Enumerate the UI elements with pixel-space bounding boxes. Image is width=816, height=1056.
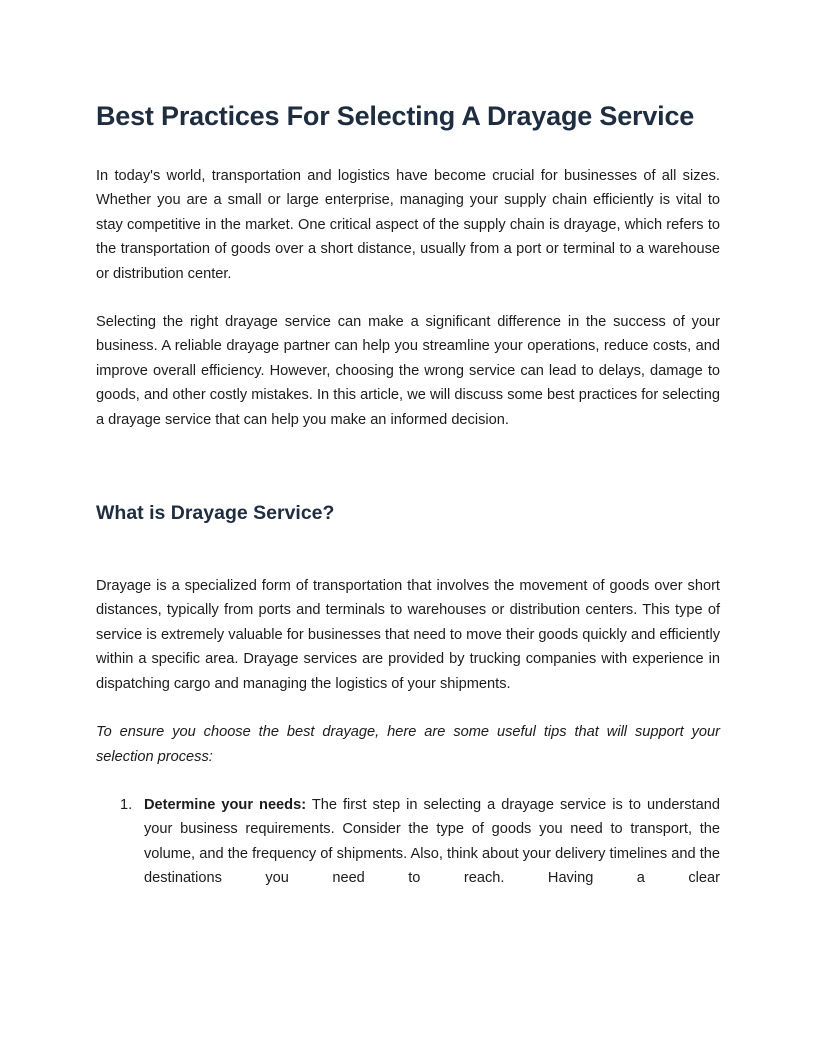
tips-list xyxy=(96,793,720,891)
list-item-label: Determine your needs: xyxy=(144,796,307,813)
tips-intro: To ensure you choose the best drayage, here are some useful tips that will support your selection process: xyxy=(96,724,720,765)
section-heading: What is Drayage Service? xyxy=(96,502,335,525)
intro-paragraph-1: In today's world, transportation and logistics have become crucial for businesses of all sizes. Whether you are a small or large enterprise, managing your supply chain efficiently is vital to stay competitive in the market. One critical aspect of the supply chain is drayage, which refers to the transportation of goods over a short distance, usually from a port or terminal to a warehouse or distribution center. xyxy=(96,168,720,282)
section-paragraph: Drayage is a specialized form of transportation that involves the movement of goods over short distances, typically from ports and terminals to warehouses or distribution centers. This type of service is extremely valuable for businesses that need to move their goods quickly and efficiently within a specific area. Drayage services are provided by trucking companies with experience in dispatching cargo and managing the logistics of your shipments. xyxy=(96,578,720,692)
list-item-number: 1. xyxy=(120,796,133,813)
page-title: Best Practices For Selecting A Drayage Service xyxy=(96,101,695,131)
document-page xyxy=(96,96,720,891)
intro-paragraph-2: Selecting the right drayage service can make a significant difference in the success of your business. A reliable drayage partner can help you streamline your operations, reduce costs, and improve overall efficiency. However, choosing the wrong service can lead to delays, damage to goods, and other costly mistakes. In this article, we will discuss some best practices for selecting a drayage service that can help you make an informed decision. xyxy=(96,314,720,428)
list-item xyxy=(96,793,720,891)
list-item-text: The first step in selecting a drayage service is to understand your business requirements. Consider the type of goods you need to transport, the volume, and the frequency of shipments. Also, think about your delivery timelines and the destinations you need to reach. Having a clear xyxy=(144,796,720,887)
